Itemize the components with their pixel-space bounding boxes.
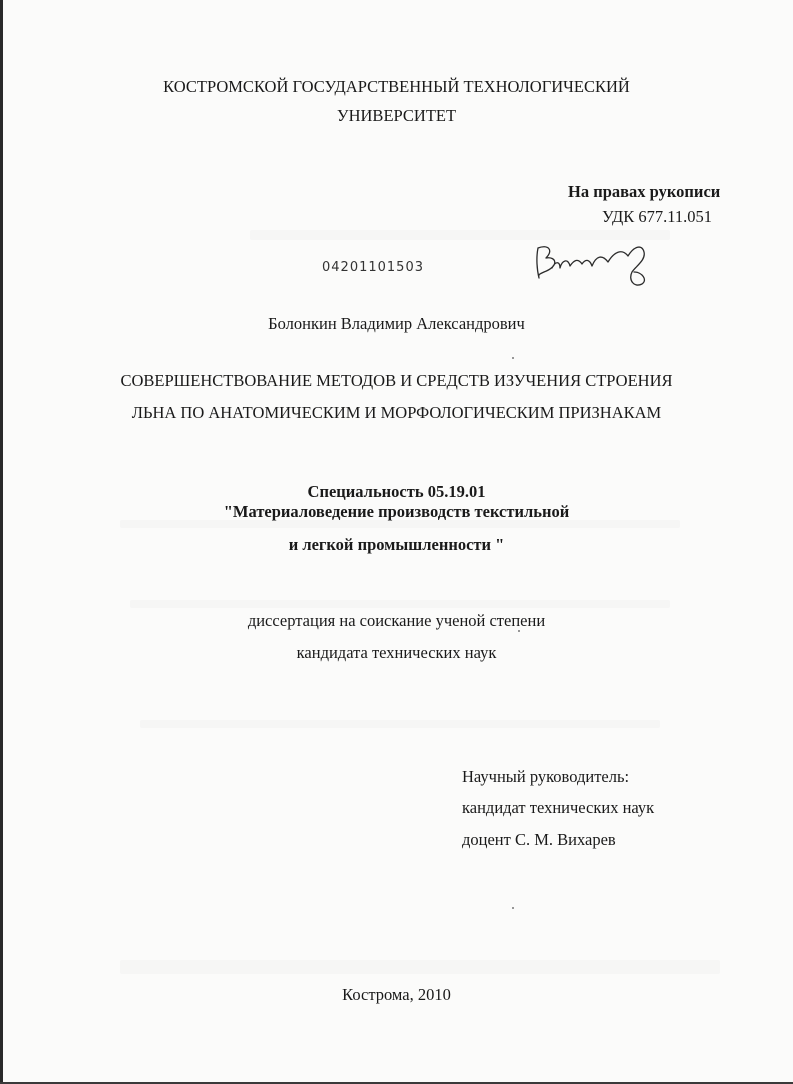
degree-line-2: кандидата технических наук <box>296 643 497 662</box>
university-line-1: КОСТРОМСКОЙ ГОСУДАРСТВЕННЫЙ ТЕХНОЛОГИЧЕСКИЙ <box>163 77 630 96</box>
scan-speck <box>512 357 514 359</box>
supervisor-degree: кандидат технических наук <box>462 798 655 817</box>
specialty-code: Специальность 05.19.01 <box>307 482 486 501</box>
specialty-name-line-1: "Материаловедение производств текстильной <box>223 502 570 521</box>
rights-label: На правах рукописи <box>568 182 721 201</box>
dissertation-title-line-1: СОВЕРШЕНСТВОВАНИЕ МЕТОДОВ И СРЕДСТВ ИЗУЧЕНИЯ СТРОЕНИЯ <box>120 371 673 390</box>
dissertation-title-line-2: ЛЬНА ПО АНАТОМИЧЕСКИМ И МОРФОЛОГИЧЕСКИМ ПРИЗНАКАМ <box>131 403 662 422</box>
show-through-mark <box>140 720 660 728</box>
supervisor-label: Научный руководитель: <box>462 767 630 786</box>
degree-line-1: диссертация на соискание ученой степени <box>247 611 546 630</box>
scan-speck <box>512 907 514 909</box>
specialty-name-line-2: и легкой промышленности " <box>288 535 505 554</box>
registration-number: 04201101503 <box>322 260 424 275</box>
show-through-mark <box>120 960 720 974</box>
show-through-mark <box>130 600 670 608</box>
signature-icon <box>530 236 660 292</box>
author-name: Болонкин Владимир Александрович <box>268 314 525 333</box>
udc-code: УДК 677.11.051 <box>602 207 713 226</box>
scan-speck <box>518 630 520 632</box>
supervisor-name: доцент С. М. Вихарев <box>462 830 616 849</box>
place-and-year: Кострома, 2010 <box>342 985 451 1004</box>
university-line-2: УНИВЕРСИТЕТ <box>336 106 457 125</box>
show-through-mark <box>120 520 680 528</box>
